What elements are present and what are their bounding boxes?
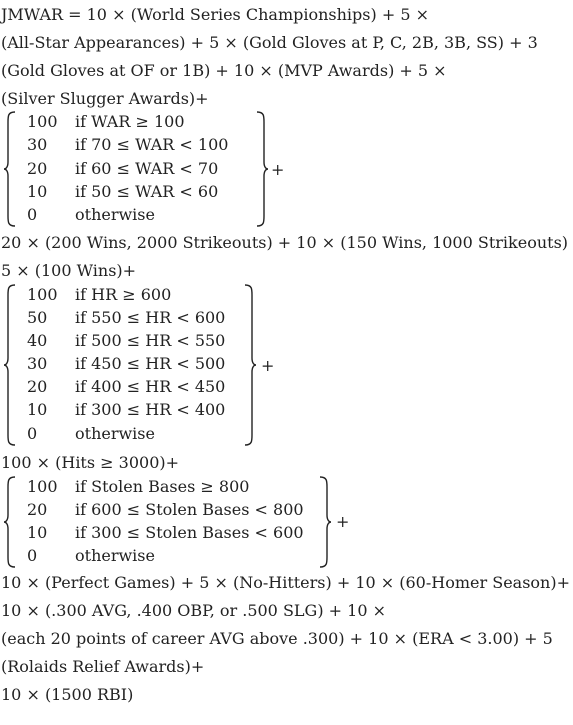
case-value: 100 (27, 112, 58, 131)
case-condition: otherwise (75, 424, 155, 443)
case-value: 30 (27, 135, 48, 154)
hr-cases-block (3, 283, 293, 448)
formula-line-5: 20 × (200 Wins, 2000 Strikeouts) + 10 × (150 Wins, 1000 Strikeouts) (1, 233, 569, 252)
formula-line-6: 5 × (100 Wins)+ (1, 261, 137, 280)
formula-line-12: 10 × (1500 RBI) (1, 685, 134, 704)
left-brace-icon (3, 283, 17, 447)
case-value: 30 (27, 354, 48, 373)
formula-line-7: 100 × (Hits ≥ 3000)+ (1, 453, 180, 472)
case-condition: if WAR ≥ 100 (75, 112, 185, 131)
plus-sign: + (336, 512, 350, 531)
case-value: 20 (27, 159, 48, 178)
sb-cases-block (3, 475, 363, 570)
case-condition: if 600 ≤ Stolen Bases < 800 (75, 500, 304, 519)
case-value: 0 (27, 424, 38, 443)
case-condition: if 300 ≤ HR < 400 (75, 400, 226, 419)
case-condition: if 50 ≤ WAR < 60 (75, 182, 219, 201)
case-value: 10 (27, 182, 48, 201)
case-condition: if 500 ≤ HR < 550 (75, 331, 226, 350)
case-condition: if 400 ≤ HR < 450 (75, 377, 226, 396)
formula-line-8: 10 × (Perfect Games) + 5 × (No-Hitters) + 10 × (60-Homer Season)+ (1, 573, 570, 592)
formula-line-2: (All-Star Appearances) + 5 × (Gold Gloves at P, C, 2B, 3B, SS) + 3 (1, 33, 538, 52)
case-value: 40 (27, 331, 48, 350)
formula-line-11: (Rolaids Relief Awards)+ (1, 657, 205, 676)
plus-sign: + (261, 356, 275, 375)
case-condition: if HR ≥ 600 (75, 285, 172, 304)
formula-line-1: JMWAR = 10 × (World Series Championships) + 5 × (1, 5, 429, 24)
case-condition: if Stolen Bases ≥ 800 (75, 477, 250, 496)
plus-sign: + (271, 160, 285, 179)
right-brace-icon (255, 110, 269, 228)
formula-line-3: (Gold Gloves at OF or 1B) + 10 × (MVP Awards) + 5 × (1, 61, 447, 80)
war-cases-block (3, 110, 293, 230)
case-value: 20 (27, 377, 48, 396)
case-value: 100 (27, 477, 58, 496)
case-condition: otherwise (75, 546, 155, 565)
case-value: 20 (27, 500, 48, 519)
case-condition: if 60 ≤ WAR < 70 (75, 159, 219, 178)
case-value: 0 (27, 546, 38, 565)
case-condition: if 300 ≤ Stolen Bases < 600 (75, 523, 304, 542)
case-condition: otherwise (75, 205, 155, 224)
formula-line-9: 10 × (.300 AVG, .400 OBP, or .500 SLG) + 10 × (1, 601, 386, 620)
case-condition: if 70 ≤ WAR < 100 (75, 135, 229, 154)
case-value: 10 (27, 400, 48, 419)
right-brace-icon (243, 283, 257, 447)
formula-line-10: (each 20 points of career AVG above .300) + 10 × (ERA < 3.00) + 5 (1, 629, 553, 648)
case-value: 50 (27, 308, 48, 327)
formula-line-4: (Silver Slugger Awards)+ (1, 89, 209, 108)
left-brace-icon (3, 110, 17, 228)
left-brace-icon (3, 475, 17, 569)
case-value: 100 (27, 285, 58, 304)
case-value: 0 (27, 205, 38, 224)
case-condition: if 550 ≤ HR < 600 (75, 308, 226, 327)
case-condition: if 450 ≤ HR < 500 (75, 354, 226, 373)
case-value: 10 (27, 523, 48, 542)
right-brace-icon (318, 475, 332, 569)
